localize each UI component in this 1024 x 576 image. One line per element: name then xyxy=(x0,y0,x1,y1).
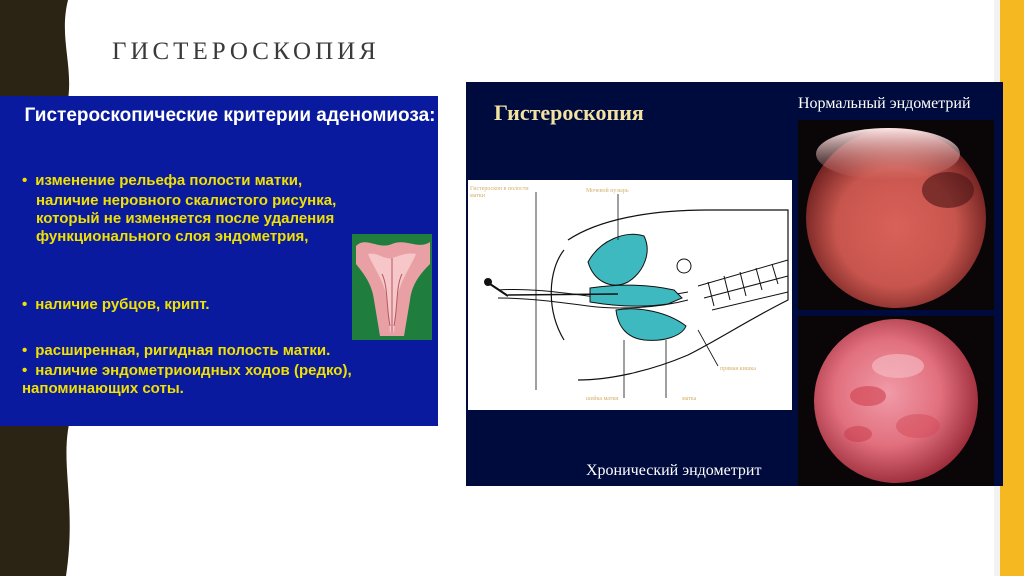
uterus-illustration xyxy=(352,234,432,340)
criterion-text: расширенная, ригидная полость матки. xyxy=(35,342,331,359)
criterion-text: наличие рубцов, крипт. xyxy=(35,296,210,313)
rectum-label: прямая кишка xyxy=(720,366,756,372)
hysteroscopy-title: Гистероскопия xyxy=(494,100,644,125)
criterion-item xyxy=(22,342,422,360)
panel-heading: Гистероскопические критерии аденомиоза: xyxy=(24,105,436,126)
normal-endometrium-label: Нормальный эндометрий xyxy=(798,95,971,112)
criteria-panel xyxy=(0,96,438,426)
slide-title: ГИСТЕРОСКОПИЯ xyxy=(112,38,380,65)
criterion-item xyxy=(36,192,366,246)
hysteroscopy-panel xyxy=(466,82,1003,486)
anatomy-drawing xyxy=(468,180,792,410)
criterion-text: изменение рельефа полости матки, xyxy=(35,172,303,189)
criterion-item xyxy=(22,362,422,398)
bullet: • xyxy=(22,296,28,313)
normal-endometrium-image xyxy=(798,120,994,310)
chronic-endometritis-label: Хронический эндометрит xyxy=(586,462,762,479)
cervix-label: шейка матки xyxy=(586,396,619,402)
anatomy-diagram xyxy=(468,180,792,410)
chronic-endometritis-image xyxy=(798,316,994,486)
bullet: • xyxy=(22,172,28,189)
accent-bar xyxy=(1000,0,1024,576)
criterion-item xyxy=(22,172,422,190)
bladder-label: Мочевой пузырь xyxy=(586,188,629,194)
criterion-text: наличие эндометриоидных ходов (редко), напоминающих соты. xyxy=(22,362,352,397)
criterion-text: наличие неровного скалистого рисунка, который не изменяется после удаления функционального слоя эндометрия, xyxy=(36,192,337,245)
bullet: • xyxy=(22,342,28,359)
uterus-label: матка xyxy=(682,396,697,402)
hysteroscope-label: Гистероскоп в полости матки xyxy=(470,186,529,199)
bullet: • xyxy=(22,362,28,379)
